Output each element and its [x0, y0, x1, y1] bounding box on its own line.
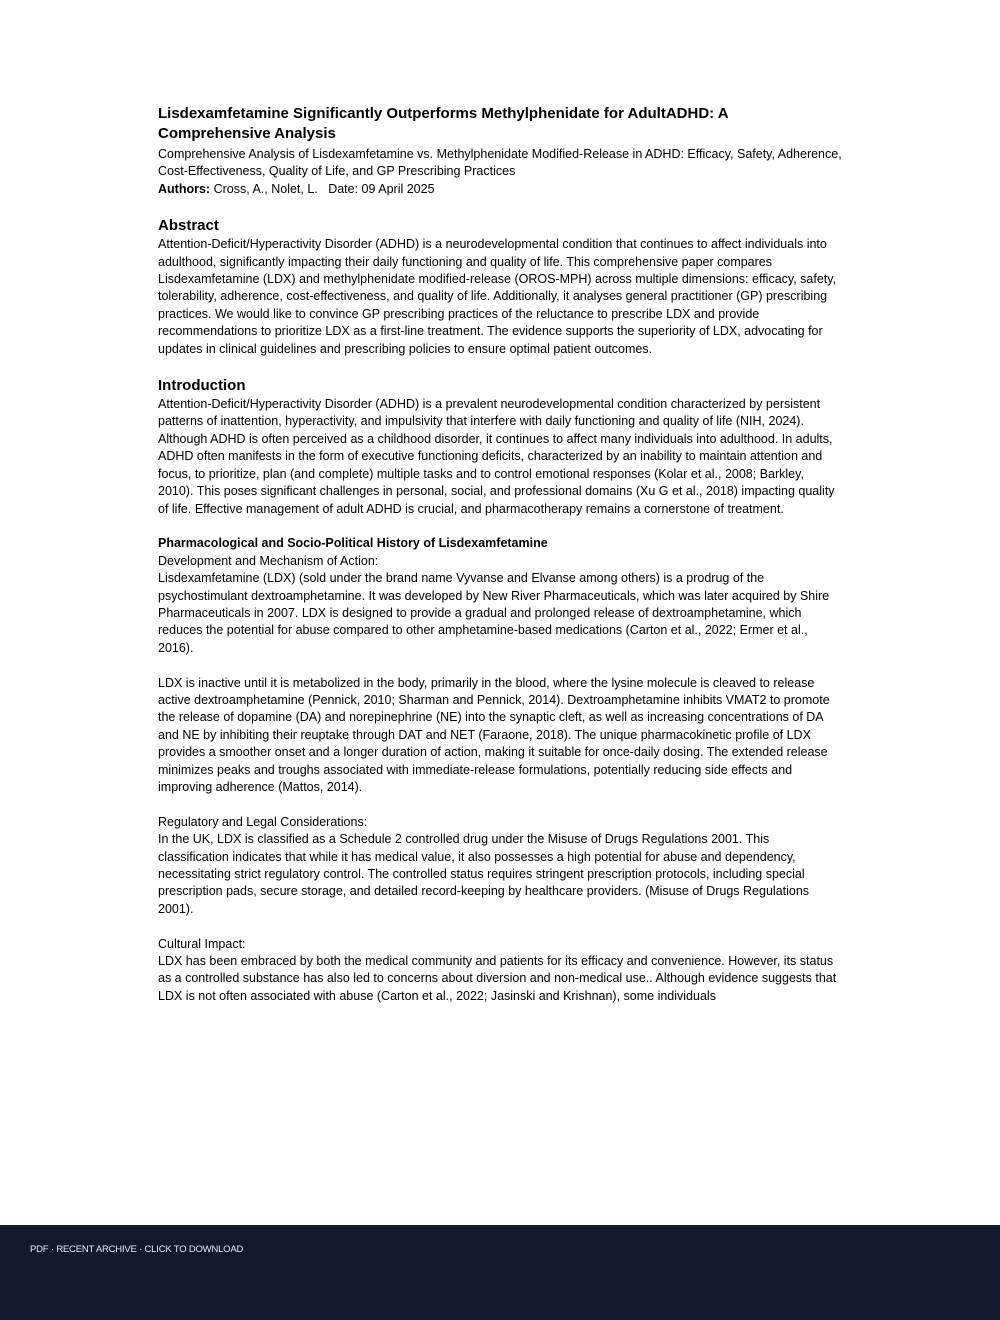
introduction-text: Attention-Deficit/Hyperactivity Disorder (ADHD) is a prevalent neurodevelopmental condition characterized by persistent patterns of inattention, hyperactivity, and impulsivity that interfere with daily functioning and quality of life (NIH, 2024). Although ADHD is often perceived as a childhood disorder, it continues to affect many individuals into adulthood. In adults, ADHD often manifests in the form of executive functioning deficits, characterized by an inability to maintain attention and focus, to prioritize, plan (and complete) multiple tasks and to control emotional responses (Kolar et al., 2008; Barkley, 2010). This poses significant challenges in personal, social, and professional domains (Xu G et al., 2018) impacting quality of life. Effective management of adult ADHD is crucial, and pharmacotherapy remains a cornerstone of treatment. [158, 397, 835, 516]
spacer [158, 518, 842, 535]
download-pdf-link[interactable]: PDF · RECENT ARCHIVE · CLICK TO DOWNLOAD [30, 1244, 244, 1255]
authors-names: Cross, A., Nolet, L. [213, 181, 318, 196]
abstract-heading: Abstract [158, 217, 219, 235]
cultural-label: Cultural Impact: [158, 936, 246, 951]
spacer [158, 657, 842, 674]
download-footer-bar [0, 1225, 1000, 1320]
development-label: Development and Mechanism of Action: [158, 553, 379, 568]
authors-label: Authors: [158, 181, 211, 196]
history-heading: Pharmacological and Socio-Political History of Lisdexamfetamine [158, 536, 548, 551]
paper-date: Date: 09 April 2025 [328, 181, 435, 196]
mechanism-text: LDX is inactive until it is metabolized in the body, primarily in the blood, where the lysine molecule is cleaved to release active dextroamphetamine (Pennick, 2010; Sharman and Pennick, 2014). Dextroamphetamine inhibits VMAT2 to promote the release of dopamine (DA) and norepinephrine (NE) into the synaptic cleft, as well as increasing concentrations of DA and NE by inhibiting their reuptake through DAT and NET (Faraone, 2018). The unique pharmacokinetic profile of LDX provides a smoother onset and a longer duration of action, making it suitable for once-daily dosing. The extended release minimizes peaks and troughs associated with immediate-release formulations, potentially reducing side effects and improving adherence (Mattos, 2014). [158, 675, 830, 794]
spacer [158, 796, 842, 813]
spacer [158, 918, 842, 935]
regulatory-label: Regulatory and Legal Considerations: [158, 814, 368, 829]
regulatory-text: In the UK, LDX is classified as a Schedule 2 controlled drug under the Misuse of Drugs Regulations 2001. This classification indicates that while it has medical value, it also possesses a high potential for abuse and dependency, necessitating strict regulatory control. The controlled status requires stringent prescription protocols, including special prescription pads, secure storage, and detailed record-keeping by healthcare providers. (Misuse of Drugs Regulations 2001). [158, 832, 810, 916]
abstract-text: Attention-Deficit/Hyperactivity Disorder (ADHD) is a neurodevelopmental condition that continues to affect individuals into adulthood, significantly impacting their daily functioning and quality of life. This comprehensive paper compares Lisdexamfetamine (LDX) and methylphenidate modified-release (OROS-MPH) across multiple dimensions: efficacy, safety, tolerability, adherence, cost-effectiveness, and quality of life. Additionally, it analyses general practitioner (GP) prescribing practices. We would like to convince GP prescribing practices of the reluctance to prescribe LDX and provide recommendations to prioritize LDX as a first-line treatment. The evidence supports the superiority of LDX, advocating for updates in clinical guidelines and prescribing policies to ensure optimal patient outcomes. [158, 237, 837, 356]
introduction-heading: Introduction [158, 377, 246, 395]
cultural-text: LDX has been embraced by both the medical community and patients for its efficacy and convenience. However, its status as a controlled substance has also led to concerns about diversion and non-medical use.. Although evidence suggests that LDX is not often associated with abuse (Carton et al., 2022; Jasinski and Krishnan), some individuals [158, 954, 837, 1003]
paper-subtitle: Comprehensive Analysis of Lisdexamfetamine vs. Methylphenidate Modified-Release in ADHD: Efficacy, Safety, Adherence, Cost-Effectiveness, Quality of Life, and GP Prescribing Practices [158, 147, 842, 179]
paper-content [158, 104, 842, 1005]
authors-line [158, 181, 842, 198]
development-text: Lisdexamfetamine (LDX) (sold under the brand name Vyvanse and Elvanse among others) is a prodrug of the psychostimulant dextroamphetamine. It was developed by New River Pharmaceuticals, which was later acquired by Shire Pharmaceuticals in 2007. LDX is designed to provide a gradual and prolonged release of dextroamphetamine, which reduces the potential for abuse compared to other amphetamine-based medications (Carton et al., 2022; Ermer et al., 2016). [158, 571, 830, 655]
paper-title: Lisdexamfetamine Significantly Outperforms Methylphenidate for AdultADHD: A Comprehensive Analysis [158, 105, 729, 142]
